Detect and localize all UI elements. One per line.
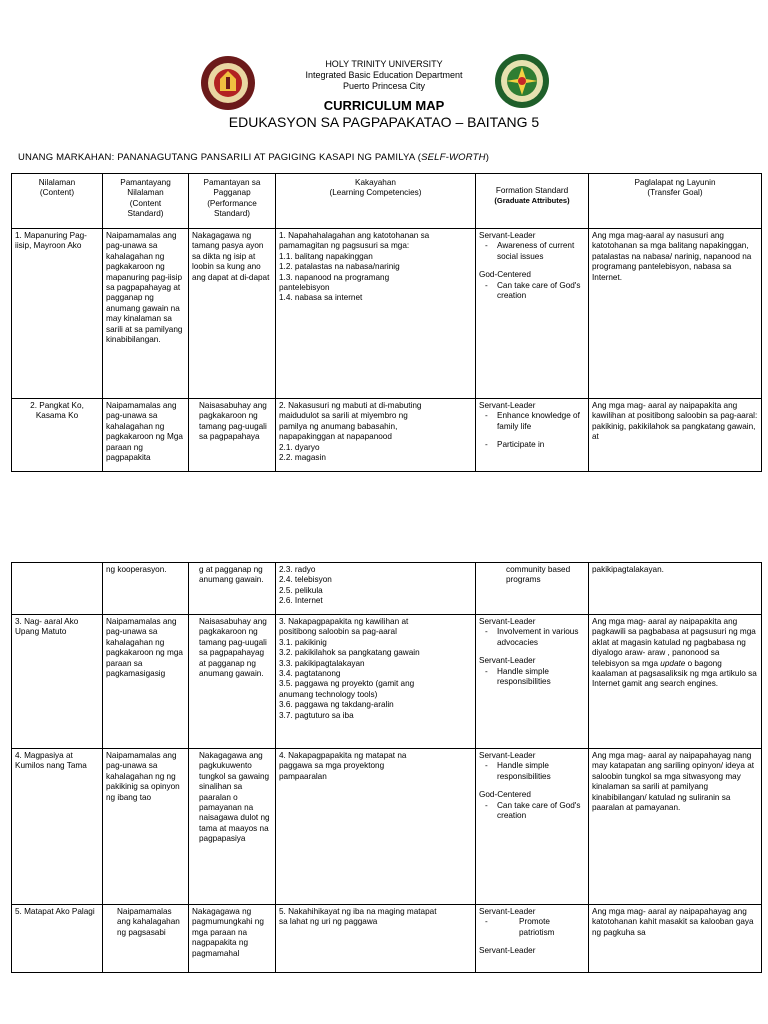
content-cell: 3. Nag- aaral Ako Upang Matuto	[12, 615, 103, 749]
table-row	[12, 229, 762, 399]
performance-standard-cell: Naisasabuhay ang pagkakaroon ng tamang pag-uugali sa pagpapahayag at pagganap ng anumang gawain.	[189, 615, 276, 749]
document-title: CURRICULUM MAP	[323, 98, 445, 113]
competencies-cell: 1. Napahahalagahan ang katotohanan sa pamamagitan ng pagsusuri sa mga: 1.1. balitang napakinggan 1.2. patalastas na nabasa/narinig 1.3. napanood na programang pantelebisyon 1.4. nabasa sa internet	[276, 229, 476, 399]
content-standard-cell: Naipamamalas ang pag-unawa sa kahalagahan ng pagkakaroon ng Mga paraan ng pagpapakita	[103, 399, 189, 472]
university-name: HOLY TRINITY UNIVERSITY	[325, 59, 443, 69]
performance-standard-cell: Nakagagawa ng tamang pasya ayon sa dikta ng isip at loobin sa kung ano ang dapat at di-dapat	[189, 229, 276, 399]
table-row	[12, 749, 762, 905]
table-row	[12, 905, 762, 973]
competencies-cell: 4. Nakapagpapakita ng matapat na paggawa sa mga proyektong pampaaralan	[276, 749, 476, 905]
competencies-cell: 2. Nakasusuri ng mabuti at di-mabuting maidudulot sa sarili at miyembro ng pamilya ng anumang babasahin, napapakinggan at napapanood 2.1. dyaryo 2.2. magasin	[276, 399, 476, 472]
content-standard-cell: Naipamamalas ang pag-unawa sa kahalagahan ng ng pakikinig sa opinyon ng ibang tao	[103, 749, 189, 905]
curriculum-table-bottom	[11, 562, 762, 973]
content-cell	[12, 563, 103, 615]
header-transfer-goal: Paglalapat ng Layunin (Transfer Goal)	[589, 174, 762, 229]
content-standard-cell: ng kooperasyon.	[103, 563, 189, 615]
performance-standard-cell: Nakagagawa ng pagmumungkahi ng mga paraan na nagpapakita ng pagmamahal	[189, 905, 276, 973]
header-content: Nilalaman (Content)	[12, 174, 103, 229]
table-row	[12, 615, 762, 749]
table-row	[12, 563, 762, 615]
content-standard-cell: Naipamamalas ang pag-unawa sa kahalagahan ng pagkakaroon ng mga paraan sa pagkamasigasig	[103, 615, 189, 749]
formation-standard-cell: community based programs	[476, 563, 589, 615]
formation-standard-cell: Servant-Leader - Involvement in various advocacies Servant-Leader - Handle simple responsibilities	[476, 615, 589, 749]
header-learning-competencies: Kakayahan (Learning Competencies)	[276, 174, 476, 229]
city-name: Puerto Princesa City	[342, 81, 426, 91]
content-cell: 5. Matapat Ako Palagi	[12, 905, 103, 973]
transfer-goal-cell: Ang mga mag- aaral ay naipapahayag ang katotohanan kahit masakit sa kalooban gaya ng pagkuha sa	[589, 905, 762, 973]
performance-standard-cell: Nakagagawa ang pagkukuwento tungkol sa gawaing sinalihan sa paaralan o pamayanan na naisagawa dulot ng tama at maayos na pagpapasiya	[189, 749, 276, 905]
content-cell: 1. Mapanuring Pag-iisip, Mayroon Ako	[12, 229, 103, 399]
document-subtitle: EDUKASYON SA PAGPAPAKATAO – BAITANG 5	[228, 114, 540, 130]
curriculum-table-top	[11, 173, 762, 472]
quarter-heading: UNANG MARKAHAN: PANANAGUTANG PANSARILI AT PAGIGING KASAPI NG PAMILYA (SELF-WORTH)	[18, 152, 490, 163]
performance-standard-cell: Naisasabuhay ang pagkakaroon ng tamang pag-uugali sa pagpapahaya	[189, 399, 276, 472]
competencies-cell: 3. Nakapagpapakita ng kawilihan at positibong saloobin sa pag-aaral 3.1. pakikinig 3.2. pakikilahok sa pangkatang gawain 3.3. pakikipagtalakayan 3.4. pagtatanong 3.5. paggawa ng proyekto (gamit ang anumang technology tools) 3.6. paggawa ng takdang-aralin 3.7. pagtuturo sa iba	[276, 615, 476, 749]
header-formation-standard: Formation Standard (Graduate Attributes)	[476, 174, 589, 229]
competencies-cell: 2.3. radyo 2.4. telebisyon 2.5. pelikula 2.6. Internet	[276, 563, 476, 615]
transfer-goal-cell: Ang mga mag- aaral ay naipapahayag nang may katapatan ang sariling opinyon/ ideya at saloobin tungkol sa mga sitwasyong may kinalaman sa sarili at pamilyang kinabibilangan/ katulad ng suliranin sa paaralan at pamayanan.	[589, 749, 762, 905]
table-row	[12, 399, 762, 472]
department-name: Integrated Basic Education Department	[305, 70, 463, 80]
formation-standard-cell: Servant-Leader - Handle simple responsibilities God-Centered - Can take care of God's creation	[476, 749, 589, 905]
content-standard-cell: Naipamamalas ang pag-unawa sa kahalagahan ng pagkakaroon ng mapanuring pag-iisip sa pagpapahayag at pagganap ng anumang gawain na may kinalaman sa sarili at sa pamilyang kinabibilangan.	[103, 229, 189, 399]
table-header-row	[12, 174, 762, 229]
header-content-standard: Pamantayang Nilalaman (Content Standard)	[103, 174, 189, 229]
header-performance-standard: Pamantayan sa Pagganap (Performance Standard)	[189, 174, 276, 229]
formation-standard-cell: Servant-Leader - Awareness of current social issues God-Centered - Can take care of God's creation	[476, 229, 589, 399]
content-cell: 2. Pangkat Ko, Kasama Ko	[12, 399, 103, 472]
content-cell: 4. Magpasiya at Kumilos nang Tama	[12, 749, 103, 905]
transfer-goal-cell: pakikipagtalakayan.	[589, 563, 762, 615]
performance-standard-cell: g at pagganap ng anumang gawain.	[189, 563, 276, 615]
transfer-goal-cell: Ang mga mag- aaral ay naipapakita ang kawilihan at positibong saloobin sa pag-aaral: pakikinig, pakikilahok sa pangkatang gawain, at	[589, 399, 762, 472]
transfer-goal-cell: Ang mga mag- aaral ay naipapakita ang pagkawili sa pagbabasa at pagsusuri ng mga aklat at magasin katulad ng pagbabasa ng diyalogo araw- araw , panonood sa telebisyon sa mga update o bagong kaalaman at pagsasaliksik ng mga artikulo sa Internet gamit ang search engines.	[589, 615, 762, 749]
competencies-cell: 5. Nakahihikayat ng iba na maging matapat sa lahat ng uri ng paggawa	[276, 905, 476, 973]
formation-standard-cell: Servant-Leader - Enhance knowledge of family life - Participate in	[476, 399, 589, 472]
formation-standard-cell: Servant-Leader - Promote patriotism Servant-Leader	[476, 905, 589, 973]
content-standard-cell: Naipamamalas ang kahalagahan ng pagsasabi	[103, 905, 189, 973]
transfer-goal-cell: Ang mga mag-aaral ay nasusuri ang katotohanan sa mga balitang napakinggan, patalastas na nabasa/ narinig, napanood na programang pantelebisyon, nabasa sa Internet.	[589, 229, 762, 399]
